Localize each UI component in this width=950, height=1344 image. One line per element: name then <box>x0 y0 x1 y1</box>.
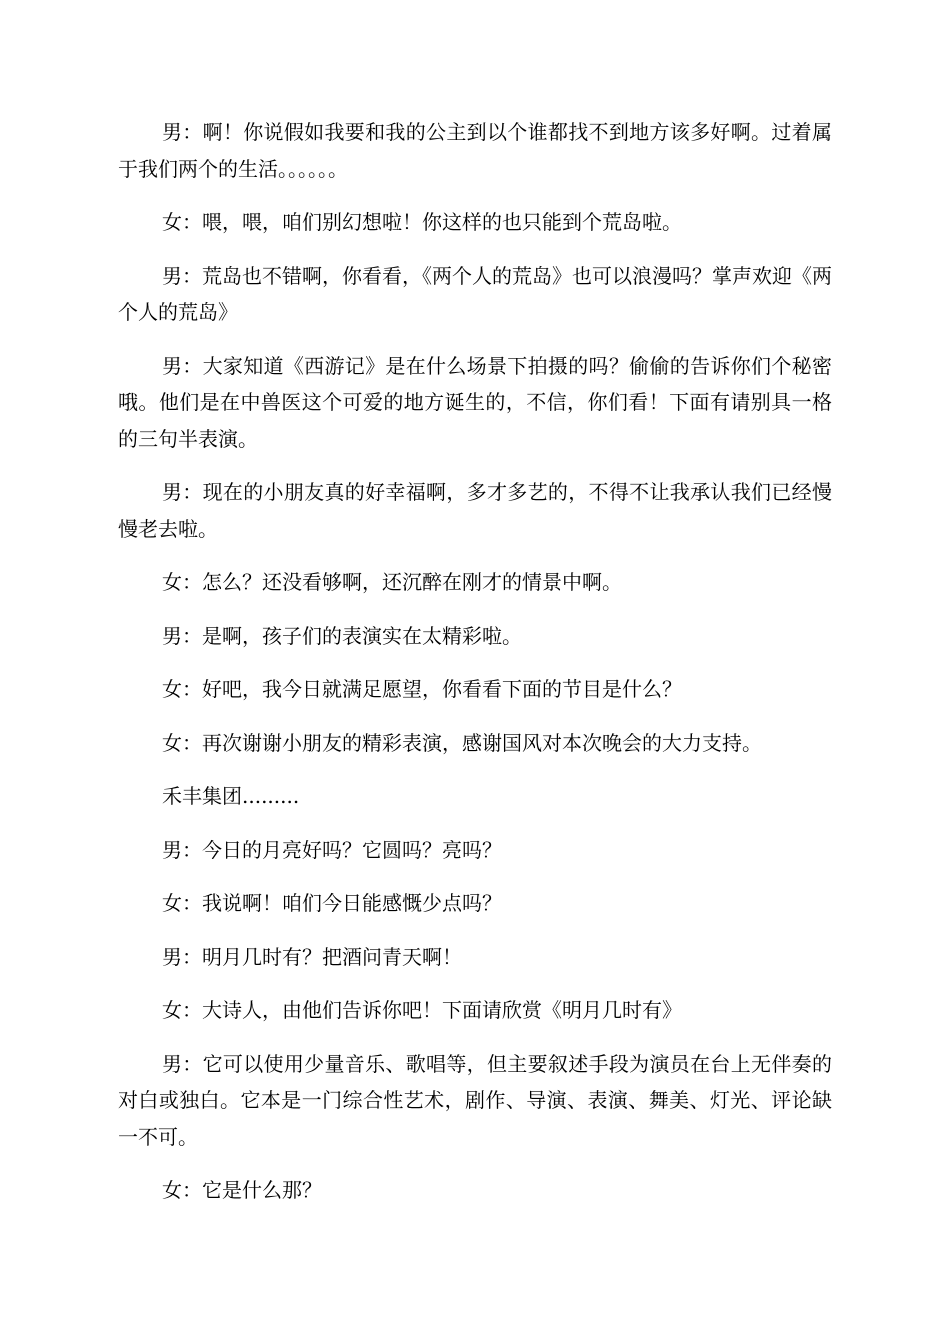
paragraph: 女：再次谢谢小朋友的精彩表演，感谢国风对本次晚会的大力支持。 <box>162 730 762 755</box>
paragraph: 女：怎么？还没看够啊，还沉醉在刚才的情景中啊。 <box>162 570 622 594</box>
paragraph: 男：今日的月亮好吗？它圆吗？亮吗？ <box>162 837 502 862</box>
paragraph: 男：它可以使用少量音乐、歌唱等，但主要叙述手段为演员在台上无伴奏的对白或独白。它本是一门综合性艺术，剧作、导演、表演、舞美、灯光、评论缺一不可。 <box>118 1051 832 1149</box>
paragraph: 男：是啊，孩子们的表演实在太精彩啦。 <box>162 623 522 648</box>
paragraph: 男：明月几时有？把酒问青天啊！ <box>162 944 462 969</box>
paragraph: 男：大家知道《西游记》是在什么场景下拍摄的吗？偷偷的告诉你们个秘密哦。他们是在中兽医这个可爱的地方诞生的，不信，你们看！下面有请别具一格的三句半表演。 <box>118 353 832 451</box>
paragraph: 女：我说啊！咱们今日能感慨少点吗？ <box>162 891 502 915</box>
paragraph: 女：喂，喂，咱们别幻想啦！你这样的也只能到个荒岛啦。 <box>162 210 682 234</box>
paragraph: 男：现在的小朋友真的好幸福啊，多才多艺的，不得不让我承认我们已经慢慢老去啦。 <box>118 480 832 541</box>
paragraph: 女：大诗人，由他们告诉你吧！下面请欣赏《明月几时有》 <box>162 998 682 1022</box>
paragraph: 禾丰集团......... <box>162 784 300 808</box>
paragraph: 女：它是什么那？ <box>162 1178 322 1202</box>
paragraph: 男：啊！你说假如我要和我的公主到以个谁都找不到地方该多好啊。过着属于我们两个的生活。。。。。。 <box>118 120 832 181</box>
paragraph: 男：荒岛也不错啊，你看看，《两个人的荒岛》也可以浪漫吗？掌声欢迎《两个人的荒岛》 <box>118 263 832 324</box>
paragraph: 女：好吧，我今日就满足愿望，你看看下面的节目是什么？ <box>162 677 682 701</box>
